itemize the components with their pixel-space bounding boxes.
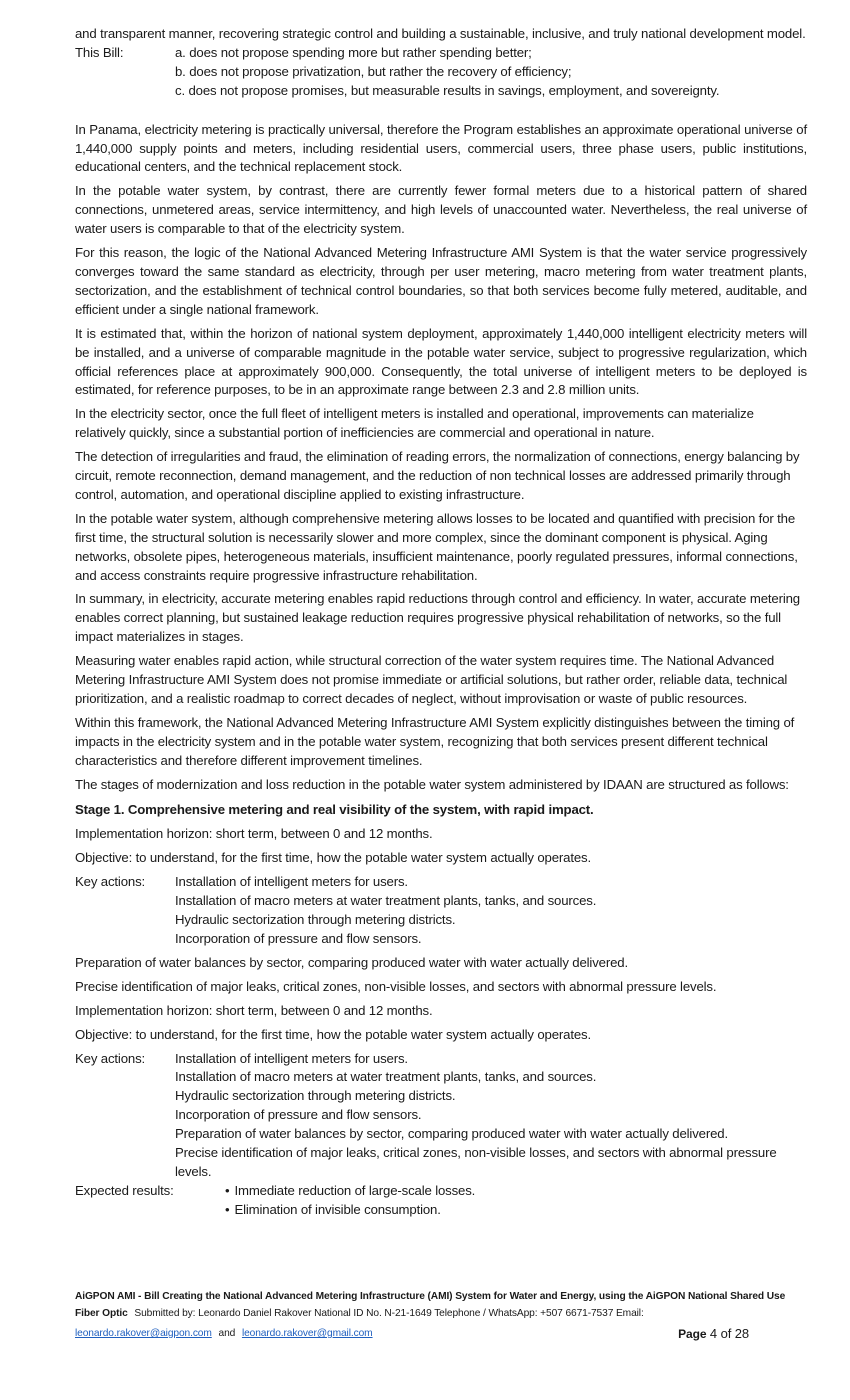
objective: Objective: to understand, for the first time, how the potable water system actually operates. (75, 1026, 592, 1042)
paragraph: For this reason, the logic of the National Advanced Metering Infrastructure AMI System is that the water service progressively converges toward the same standard as electricity, through per user metering, macro metering from water treatment plants, sectorization, and the establishment of technical control boundaries, so that both services become fully metered, auditable, and efficient under a single national framework. (75, 245, 807, 317)
implementation-horizon: Implementation horizon: short term, between 0 and 12 months. (75, 1002, 433, 1018)
page-current: 4 (709, 1326, 718, 1341)
paragraph: In the electricity sector, once the full fleet of intelligent meters is installed and operational, improvements can materialize relatively quickly, since a substantial portion of inefficiencies are commercial and operational in nature. (75, 406, 754, 441)
key-actions-list (175, 873, 807, 949)
bill-point: b. does not propose privatization, but rather the recovery of efficiency; (175, 63, 572, 79)
email-link-gmail[interactable]: leonardo.rakover@gmail.com (241, 1328, 373, 1339)
paragraph: Within this framework, the National Advanced Metering Infrastructure AMI System explicitly distinguishes between the timing of impacts in the electricity system and in the potable water system, recognizing that both services present different technical characteristics and therefore different improvement timelines. (75, 714, 795, 768)
page-number (678, 1325, 749, 1343)
key-action: Installation of intelligent meters for users. (175, 874, 408, 890)
bill-label: This Bill: (75, 44, 124, 60)
key-action: Hydraulic sectorization through metering districts. (175, 1088, 456, 1104)
key-action: Installation of macro meters at water treatment plants, tanks, and sources. (175, 1069, 597, 1085)
page-label: Page (678, 1327, 707, 1341)
page-total: of 28 (720, 1326, 749, 1341)
document-page (75, 25, 807, 1220)
key-actions-label: Key actions: (75, 1050, 146, 1066)
key-action: Incorporation of pressure and flow sensors. (175, 1107, 422, 1123)
paragraph: The detection of irregularities and fraud, the elimination of reading errors, the normalization of connections, energy balancing by circuit, remote reconnection, demand management, and the reduction of non technical losses are addressed primarily through control, automation, and operational discipline applied to existing infrastructure. (75, 449, 800, 502)
key-actions-label: Key actions: (75, 874, 146, 890)
footer-and: and (218, 1328, 236, 1339)
key-action: Hydraulic sectorization through metering districts. (175, 912, 456, 928)
paragraph: Measuring water enables rapid action, while structural correction of the water system requires time. The National Advanced Metering Infrastructure AMI System does not promise immediate or artificial solutions, but rather order, reliable data, technical prioritization, and a realistic roadmap to correct decades of neglect, without improvisation or waste of public resources. (75, 653, 788, 706)
key-action: Incorporation of pressure and flow sensors. (175, 930, 422, 946)
paragraph: Preparation of water balances by sector, comparing produced water with water actually delivered. (75, 954, 628, 970)
bill-points-list (175, 44, 807, 101)
key-actions-block (75, 873, 807, 949)
key-action: Installation of macro meters at water treatment plants, tanks, and sources. (175, 893, 597, 909)
paragraph: In summary, in electricity, accurate metering enables rapid reductions through control and efficiency. In water, accurate metering enables correct planning, but sustained leakage reduction requires progressive physical rehabilitation of networks, so the full impact materializes in stages. (75, 591, 800, 645)
paragraph: The stages of modernization and loss reduction in the potable water system administered by IDAAN are structured as follows: (75, 776, 789, 792)
paragraph: In Panama, electricity metering is practically universal, therefore the Program establishes an approximate operational universe of 1,440,000 supply points and meters, including residential users, commercial users, three phase users, public institutions, educational centers, and the technical replacement stock. (75, 121, 807, 175)
footer-emails (75, 1325, 373, 1343)
footer-contact-line (75, 1325, 749, 1343)
paragraph: In the potable water system, although comprehensive metering allows losses to be located and quantified with precision for the first time, the structural solution is necessarily slower and more complex, since the dominant component is physical. Aging networks, obsolete pipes, heterogeneous materials, insufficient maintenance, poorly regulated pressures, informal connections, and access constraints require progressive infrastructure rehabilitation. (75, 510, 798, 583)
paragraph: Precise identification of major leaks, critical zones, non-visible losses, and sectors with abnormal pressure levels. (75, 978, 717, 994)
footer-text (75, 1288, 807, 1322)
key-action: Preparation of water balances by sector, comparing produced water with water actually delivered. (175, 1126, 728, 1142)
expected-result: • Immediate reduction of large-scale losses. (225, 1182, 807, 1201)
key-actions-list (175, 1050, 807, 1182)
bill-point: c. does not propose promises, but measurable results in savings, employment, and sovereignty. (175, 82, 720, 98)
implementation-horizon: Implementation horizon: short term, between 0 and 12 months. (75, 826, 433, 842)
footer-title: AiGPON AMI - Bill Creating the National Advanced Metering Infrastructure (AMI) System for Water and Energy, using the AiGPON National Shared Use Fiber Optic (75, 1291, 786, 1319)
key-action: Installation of intelligent meters for users. (175, 1050, 408, 1066)
bill-points-block (75, 44, 807, 101)
expected-results-label: Expected results: (75, 1182, 174, 1198)
footer-submitted: Submitted by: Leonardo Daniel Rakover National ID No. N-21-1649 Telephone / WhatsApp: +507 6671-7537 Email: (134, 1308, 644, 1319)
objective: Objective: to understand, for the first time, how the potable water system actually operates. (75, 850, 592, 866)
continued-paragraph: and transparent manner, recovering strategic control and building a sustainable, inclusive, and truly national development model. (75, 26, 806, 41)
expected-results-block (75, 1182, 807, 1220)
key-action: Precise identification of major leaks, critical zones, non-visible losses, and sectors with abnormal pressure levels. (175, 1145, 777, 1179)
bill-point: a. does not propose spending more but rather spending better; (175, 44, 532, 60)
key-actions-block (75, 1050, 807, 1182)
paragraph: In the potable water system, by contrast, there are currently fewer formal meters due to a historical pattern of shared connections, unmetered areas, service intermittency, and high levels of unaccounted water. Nevertheless, the real universe of water users is comparable to that of the electricity system. (75, 183, 807, 237)
expected-result: • Elimination of invisible consumption. (225, 1201, 807, 1220)
stage-1-heading: Stage 1. Comprehensive metering and real visibility of the system, with rapid impact. (75, 801, 594, 817)
email-link-aigpon[interactable]: leonardo.rakover@aigpon.com (75, 1328, 212, 1339)
page-footer (75, 1288, 807, 1343)
expected-results-list (225, 1182, 807, 1220)
paragraph: It is estimated that, within the horizon of national system deployment, approximately 1,440,000 intelligent electricity meters will be installed, and a universe of comparable magnitude in the potable water service, subject to progressive regularization, which official references place at approximately 900,000. Consequently, the total universe of intelligent meters to be deployed is estimated, for reference purposes, to be in an approximate range between 2.3 and 2.8 million units. (75, 325, 807, 398)
